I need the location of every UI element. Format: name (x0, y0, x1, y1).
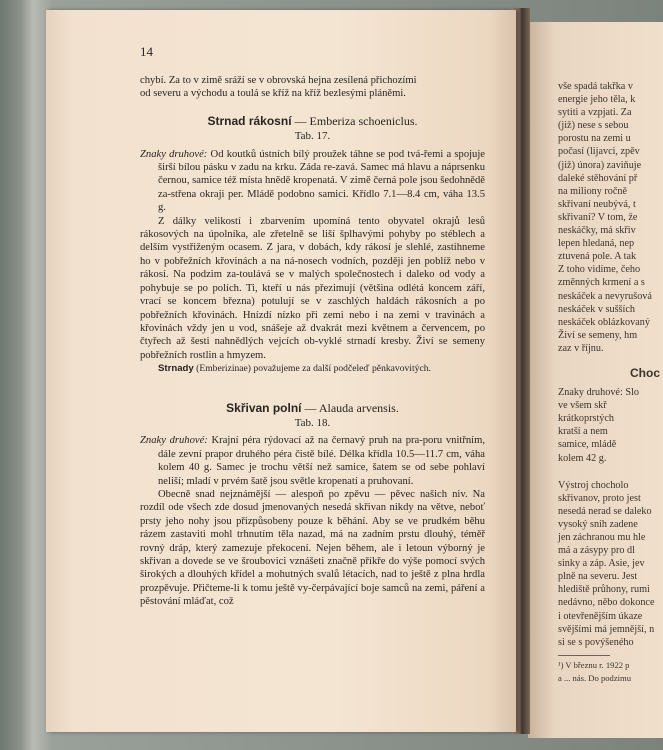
right-page-line: i otevřenějším úkaze (558, 610, 643, 622)
tab-reference-17: Tab. 17. (294, 130, 331, 143)
species-name-skrivan: Skřivan polní (226, 400, 302, 415)
right-page-line: neskáčky, má skřiv (558, 225, 636, 237)
species-marks-strnad (140, 148, 485, 215)
right-page-line: sytiti a vzpjati. Za (558, 107, 632, 119)
note-text: (Emberizinae) považujeme za další podčeleď pěnkavovitých. (196, 363, 431, 375)
right-page-line: nedávno, něbo dokonce (558, 597, 655, 609)
right-page-line: jen záchranou mu hle (558, 532, 646, 543)
right-page-line: Výstroj chocholo (558, 479, 629, 491)
right-page-line: neskáček v sušších (558, 303, 635, 315)
right-page-line: změnných krmení a s (558, 277, 645, 289)
right-page-line: skřivanov, proto jest (558, 492, 641, 504)
note-bold-term: Strnady (158, 363, 194, 375)
right-page-upper-lines (558, 80, 663, 355)
classification-note (140, 362, 485, 375)
species-marks-skrivan (140, 434, 485, 488)
right-page-line: ztuvená pole. A tak (558, 251, 637, 263)
section-heading-strnad (140, 115, 485, 128)
right-page-line: počasí (lijavci, zpěv (558, 146, 640, 158)
right-page-line: ¹) V březnu r. 1922 p (558, 659, 630, 670)
right-page-line: samice, mládě (558, 439, 617, 451)
right-page-line: má a zásypy pro dl (558, 545, 635, 557)
right-page-heading: Choc (630, 365, 660, 380)
right-page-line: vše spadá takřka v (558, 81, 633, 92)
right-page-line: a ... nás. Do podzimu (558, 672, 632, 683)
right-page-line: Živí se semeny, hm (558, 329, 638, 341)
intro-line-1: chybí. Za to v zimě sráží se v obrovská hejna zesílená přichozími (140, 75, 417, 86)
right-page-line: skřivaní? V tom, že (558, 211, 638, 223)
right-page-line: svějšími má jemnější, n (558, 623, 655, 635)
right-page-line: Z toho vidíme, čeho (558, 264, 641, 276)
right-page-line: neskáček a nevyrušová (558, 290, 652, 302)
right-page-line: energie jeho těla, k (558, 94, 636, 106)
marks-text: Od koutků ústních bílý proužek táhne se pod tvá-řemi a spojuje širší bílou pásku v zadu na krku. Záda re-zavá. Samec má hlavu a náprsenku černou, samice též místa hnědě kropenatá. V zimě černá pole jsou šedohnědě za-střena okraji per. Mládě podobno samici. Křídlo 7.1—8.4 cm, váha 13.5 g. (158, 148, 485, 214)
right-page-line: Znaky druhové: Slo (558, 387, 639, 399)
right-page-line: kratší a nem (558, 426, 608, 438)
species-latin-strnad: — Emberiza schoeniclus. (294, 113, 418, 128)
page-number: 14 (140, 44, 153, 59)
right-page-lower-lines (558, 479, 663, 649)
right-page-line: kolem 42 g. (558, 452, 607, 464)
right-page-marks-lines (558, 386, 663, 465)
right-page-line: krátkoprstých (558, 413, 615, 425)
left-page-content (140, 74, 485, 609)
marks-text: Krajní péra rýdovací až na černavý pruh na pra-poru vnitřním, dále zevní prapor druhého péra čistě bílé. Délka křídla 10.5—11.7 cm, váha kolem 40 g. Samec je trochu větší než samice, šatem se od sebe pohlaví neliší; mladí v prvém šatě jsou světle kropenatí a pruhovaní. (158, 435, 485, 487)
right-page-line: porostu na zemi u (558, 133, 631, 145)
right-page-line: na miliony ročně (558, 185, 628, 197)
right-page-line: hlediště průhony, rumi (558, 584, 650, 596)
right-page-footnote (558, 660, 663, 686)
right-page-line: nesedá nerad se daleko (558, 505, 652, 517)
tab-reference-18: Tab. 18. (294, 416, 331, 429)
section-heading-skrivan (140, 402, 485, 415)
right-page-line: lepen hledaná, nep (558, 238, 635, 250)
right-page-line: zaz v říjnu. (558, 342, 604, 354)
right-page-line: si se s povýšeného (558, 636, 634, 648)
marks-label: Znaky druhové: (140, 435, 208, 447)
right-page-line: neskáček oblázkovaný (558, 316, 650, 328)
body-paragraph-strnad: Z dálky velikostí i zbarvením upomíná tento obyvatel okrajů lesů rákosových na úpolníka, ale zřetelně se liší šplhavými pohyby po stéblech a delším vystřiženým ocasem. Z jara, v dobách, kdy rákosí je slehlé, zastihneme ho v pobřežních křovinách a na ná-nosech vodních, později jen poblíž nebo v rákosí. Na podzim za-toulává se v malých společnostech i daleko od vody a pohybuje se po polích. Ti, kteří u nás přezimují (většina odlétá koncem září, vrací se koncem března) potulují se v zaschlých haldách rákosních a po pobřežních křovinách. Hnízdí nízko při zemi nebo i na zemi v travinách a křovinách vždy jen u vod, snášeje až dvakrát mezi květnem a červencem, po čtyřech až šesti nahnědlých vejcích ob-vyklé strnadí kresby. Živí se semeny pobřežních rostlin a hmyzem. (140, 215, 485, 361)
right-page-line: (již) února) zaviňuje (558, 159, 642, 171)
right-page-line: sinky a záp. Asie, jev (558, 558, 645, 570)
marks-label: Znaky druhové: (140, 148, 208, 160)
right-page-line: skřivaní neubývá, t (558, 198, 636, 210)
right-page (528, 22, 663, 738)
right-page-text (558, 80, 663, 686)
right-page-line: (již) nese s sebou (558, 120, 629, 132)
right-page-line: daleké stěhování př (558, 172, 638, 184)
species-latin-skrivan: — Alauda arvensis. (304, 400, 399, 415)
right-page-line: ve všem skř (558, 400, 607, 412)
body-paragraph-skrivan: Obecně snad nejznámější — alespoň po zpěvu — pěvec našich niv. Na rozdíl ode všech zde dosud jmenovaných nesedá skřivan nikdy na větve, neboť prsty jeho nohy jsou přizpůsobeny pouze k běhání. Aby se ve prudkém běhu rázem zastaviti mohl trhnutím těla nazad, má na zadním prstu dlouhý, téměř rovný dráp, který zamezuje překocení. Nejen během, ale i letoun výborný je skřivan a dovede se ve šroubovici vznášeti značně příkře do výše pomocí svých širokých a dlouhých křídel a mohutných svalů létacích, nad to ještě z plna hrdla prozpěvuje. Přičteme-li k tomu ještě vy-čerpávající boje samců na zemi, páření a pěstování mláďat, což (140, 488, 485, 608)
intro-line-2: od severu a východu a toulá se kříž na kříž bezlesými pláněmi. (140, 88, 406, 100)
right-page-line: plně na severu. Jest (558, 571, 638, 583)
species-name-strnad: Strnad rákosní (207, 113, 292, 128)
footnote-rule (558, 655, 610, 656)
right-page-line: vysoký sníh zadene (558, 518, 638, 530)
